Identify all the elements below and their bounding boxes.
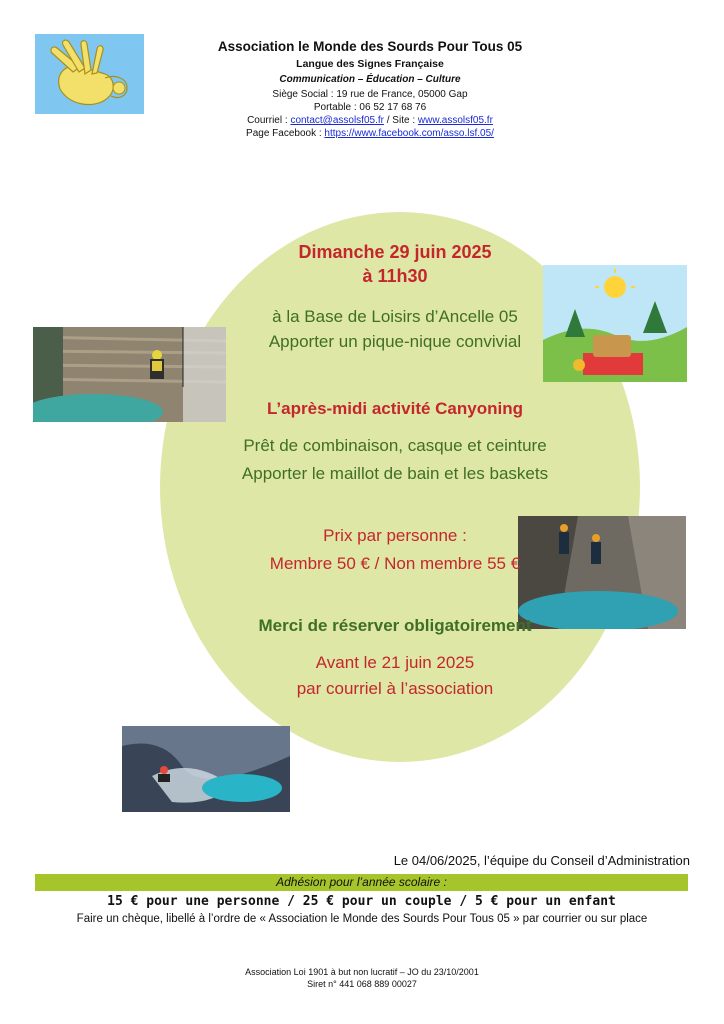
photo-canyoning-rappel (33, 327, 226, 422)
adhesion-bar: Adhésion pour l’année scolaire : (35, 874, 688, 891)
association-name: Association le Monde des Sourds Pour Tous 05 (217, 39, 523, 54)
association-logo (35, 34, 144, 114)
signature: Le 04/06/2025, l’équipe du Conseil d’Administration (393, 853, 690, 868)
price-label: Prix par personne : (323, 526, 467, 545)
phone: Portable : 06 52 17 68 76 (313, 102, 427, 113)
equipment-bring: Apporter le maillot de bain et les baskets (241, 464, 549, 483)
contact-line (150, 114, 590, 127)
facebook-link[interactable]: https://www.facebook.com/asso.lsf.05/ (324, 128, 494, 139)
price-values: Membre 50 € / Non membre 55 € (269, 554, 521, 573)
event-date-block (205, 240, 585, 288)
reservation-note: Merci de réserver obligatoirement (258, 616, 532, 635)
legal-status: Association Loi 1901 à but non lucratif – JO du 23/10/2001 (245, 967, 479, 977)
deadline-date: Avant le 21 juin 2025 (315, 653, 475, 672)
email-link[interactable]: contact@assolsf05.fr (290, 115, 384, 126)
membership-fees: 15 € pour une personne / 25 € pour un couple / 5 € pour un enfant (107, 894, 616, 909)
event-date: Dimanche 29 juin 2025 (298, 242, 492, 262)
legal-info (150, 966, 574, 990)
facebook-label: Page Facebook : (246, 128, 325, 139)
deadline-block (175, 650, 615, 702)
equipment-loan: Prêt de combinaison, casque et ceinture (243, 436, 547, 455)
tagline: Communication – Éducation – Culture (279, 74, 461, 85)
price-block (175, 522, 615, 578)
siret: Siret n° 441 068 889 00027 (307, 979, 417, 989)
photo-canyoning-slide (122, 726, 290, 812)
event-place-block (205, 304, 585, 354)
event-picnic: Apporter un pique-nique convivial (268, 332, 522, 351)
facebook-line (150, 127, 590, 140)
event-activity: L’après-midi activité Canyoning (266, 399, 523, 418)
payment-instructions: Faire un chèque, libellé à l’ordre de « Association le Monde des Sourds Pour Tous 05 » par courrier ou sur place (76, 913, 648, 925)
site-link[interactable]: www.assolsf05.fr (417, 115, 493, 126)
address: Siège Social : 19 rue de France, 05000 Gap (272, 89, 468, 100)
email-label: Courriel : (247, 115, 291, 126)
canyon-rappel-image (33, 327, 226, 422)
site-label: / Site : (383, 115, 418, 126)
canyon-slide-image (122, 726, 290, 812)
event-place: à la Base de Loisirs d’Ancelle 05 (272, 307, 518, 326)
subtitle: Langue des Signes Française (296, 58, 444, 70)
deadline-method: par courriel à l’association (296, 679, 494, 698)
equipment-block (175, 432, 615, 488)
sign-hand-icon (35, 34, 144, 114)
header-block (150, 38, 590, 140)
event-time: à 11h30 (362, 266, 428, 286)
